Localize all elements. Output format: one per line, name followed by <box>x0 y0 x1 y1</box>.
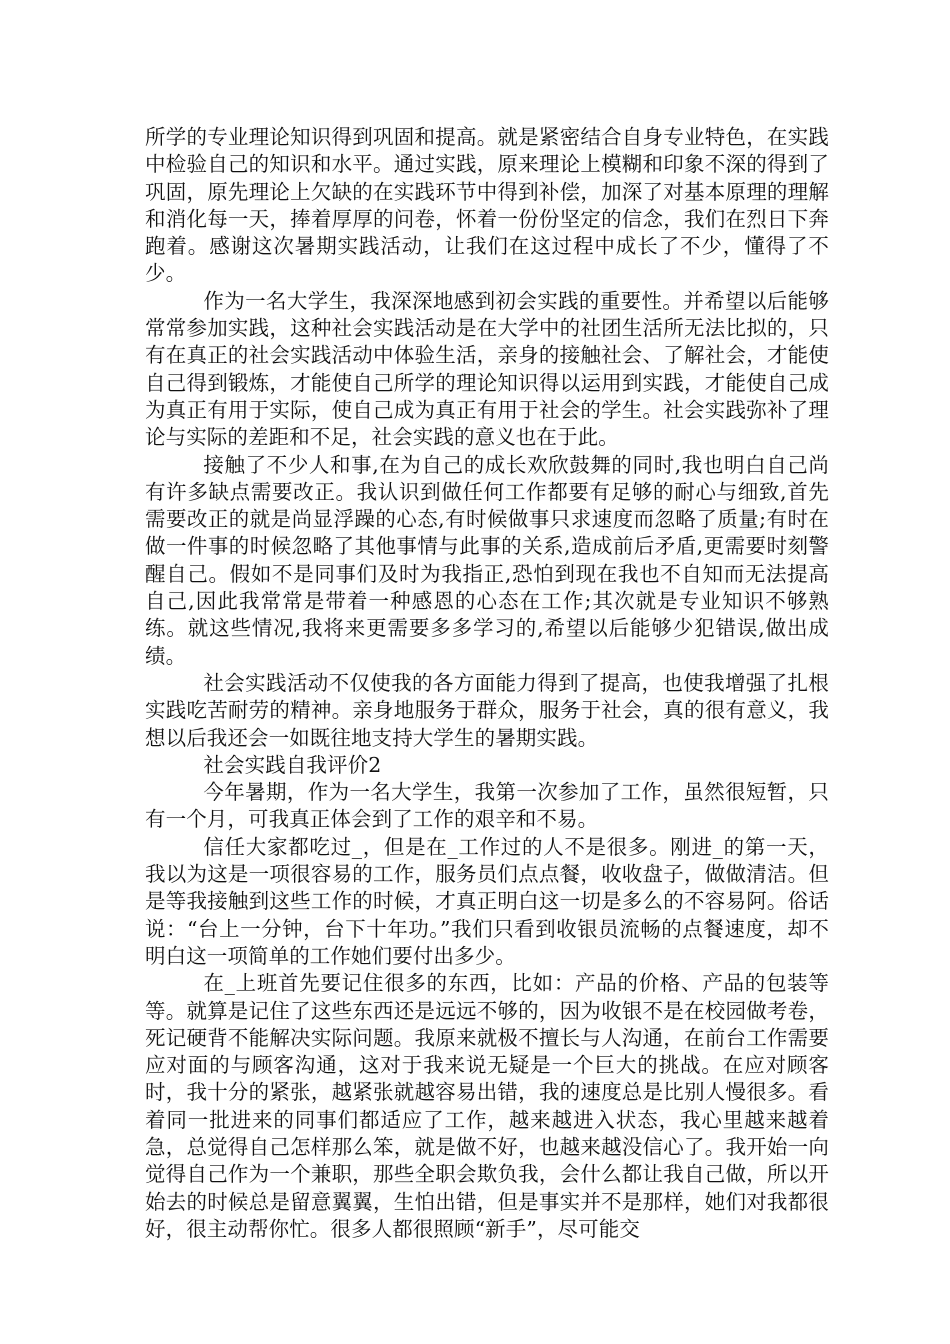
paragraph-practice-gains: 所学的专业理论知识得到巩固和提高。就是紧密结合自身专业特色，在实践中检验自己的知识和水平。通过实践，原来理论上模糊和印象不深的得到了巩固，原先理论上欠缺的在实践环节中得到补偿，加深了对基本原理的理解和消化每一天，捧着厚厚的问卷，怀着一份份坚定的信念，我们在烈日下奔跑着。感谢这次暑期实践活动，让我们在这过程中成长了不少，懂得了不少。 <box>145 125 829 286</box>
paragraph-first-job: 今年暑期，作为一名大学生，我第一次参加了工作，虽然很短暂，只有一个月，可我真正体会到了工作的艰辛和不易。 <box>145 780 829 832</box>
paragraph-shortcomings: 接触了不少人和事,在为自己的成长欢欣鼓舞的同时,我也明白自己尚有许多缺点需要改正。我认识到做任何工作都要有足够的耐心与细致,首先需要改正的就是尚显浮躁的心态,有时候做事只求速度而忽略了质量;有时在做一件事的时候忽略了其他事情与此事的关系,造成前后矛盾,更需要时刻警醒自己。假如不是同事们及时为我指正,恐怕到现在我也不自知而无法提高自己,因此我常常是带着一种感恩的心态在工作;其次就是专业知识不够熟练。就这些情况,我将来更需要多多学习的,希望以后能够少犯错误,做出成绩。 <box>145 452 829 668</box>
paragraph-importance-of-practice: 作为一名大学生，我深深地感到初会实践的重要性。并希望以后能够常常参加实践，这种社会实践活动是在大学中的社团生活所无法比拟的，只有在真正的社会实践活动中体验生活，亲身的接触社会、了解社会，才能使自己得到锻炼，才能使自己所学的理论知识得以运用到实践，才能使自己成为真正有用于实际，使自己成为真正有用于社会的学生。社会实践弥补了理论与实际的差距和不足，社会实践的意义也在于此。 <box>145 288 829 450</box>
section-heading-self-evaluation-2: 社会实践自我评价2 <box>203 752 382 777</box>
paragraph-first-day: 信任大家都吃过_，但是在_工作过的人不是很多。刚进_的第一天，我以为这是一项很容易的工作，服务员们点点餐，收收盘子，做做清洁。但是等我接触到这些工作的时候，才真正明白这一切是多么的不容易阿。俗话说：“台上一分钟，台下十年功。”我们只看到收银员流畅的点餐速度，却不明白这一项简单的工作她们要付出多少。 <box>145 834 829 968</box>
paragraph-conclusion: 社会实践活动不仅使我的各方面能力得到了提高，也使我增强了扎根实践吃苦耐劳的精神。亲身地服务于群众，服务于社会，真的很有意义，我想以后我还会一如既往地支持大学生的暑期实践。 <box>145 670 829 750</box>
paragraph-work-challenges: 在_上班首先要记住很多的东西，比如：产品的价格、产品的包装等等。就算是记住了这些东西还是远远不够的，因为收银不是在校园做考卷，死记硬背不能解决实际问题。我原来就极不擅长与人沟通，在前台工作需要应对面的与顾客沟通，这对于我来说无疑是一个巨大的挑战。在应对顾客时，我十分的紧张，越紧张就越容易出错，我的速度总是比别人慢很多。看着同一批进来的同事们都适应了工作，越来越进入状态，我心里越来越着急，总觉得自己怎样那么笨，就是做不好，也越来越没信心了。我开始一向觉得自己作为一个兼职，那些全职会欺负我，会什么都让我自己做，所以开始去的时候总是留意翼翼，生怕出错，但是事实并不是那样，她们对我都很好，很主动帮你忙。很多人都很照顾“新手”，尽可能交 <box>145 971 829 1241</box>
document-page <box>145 124 829 1243</box>
